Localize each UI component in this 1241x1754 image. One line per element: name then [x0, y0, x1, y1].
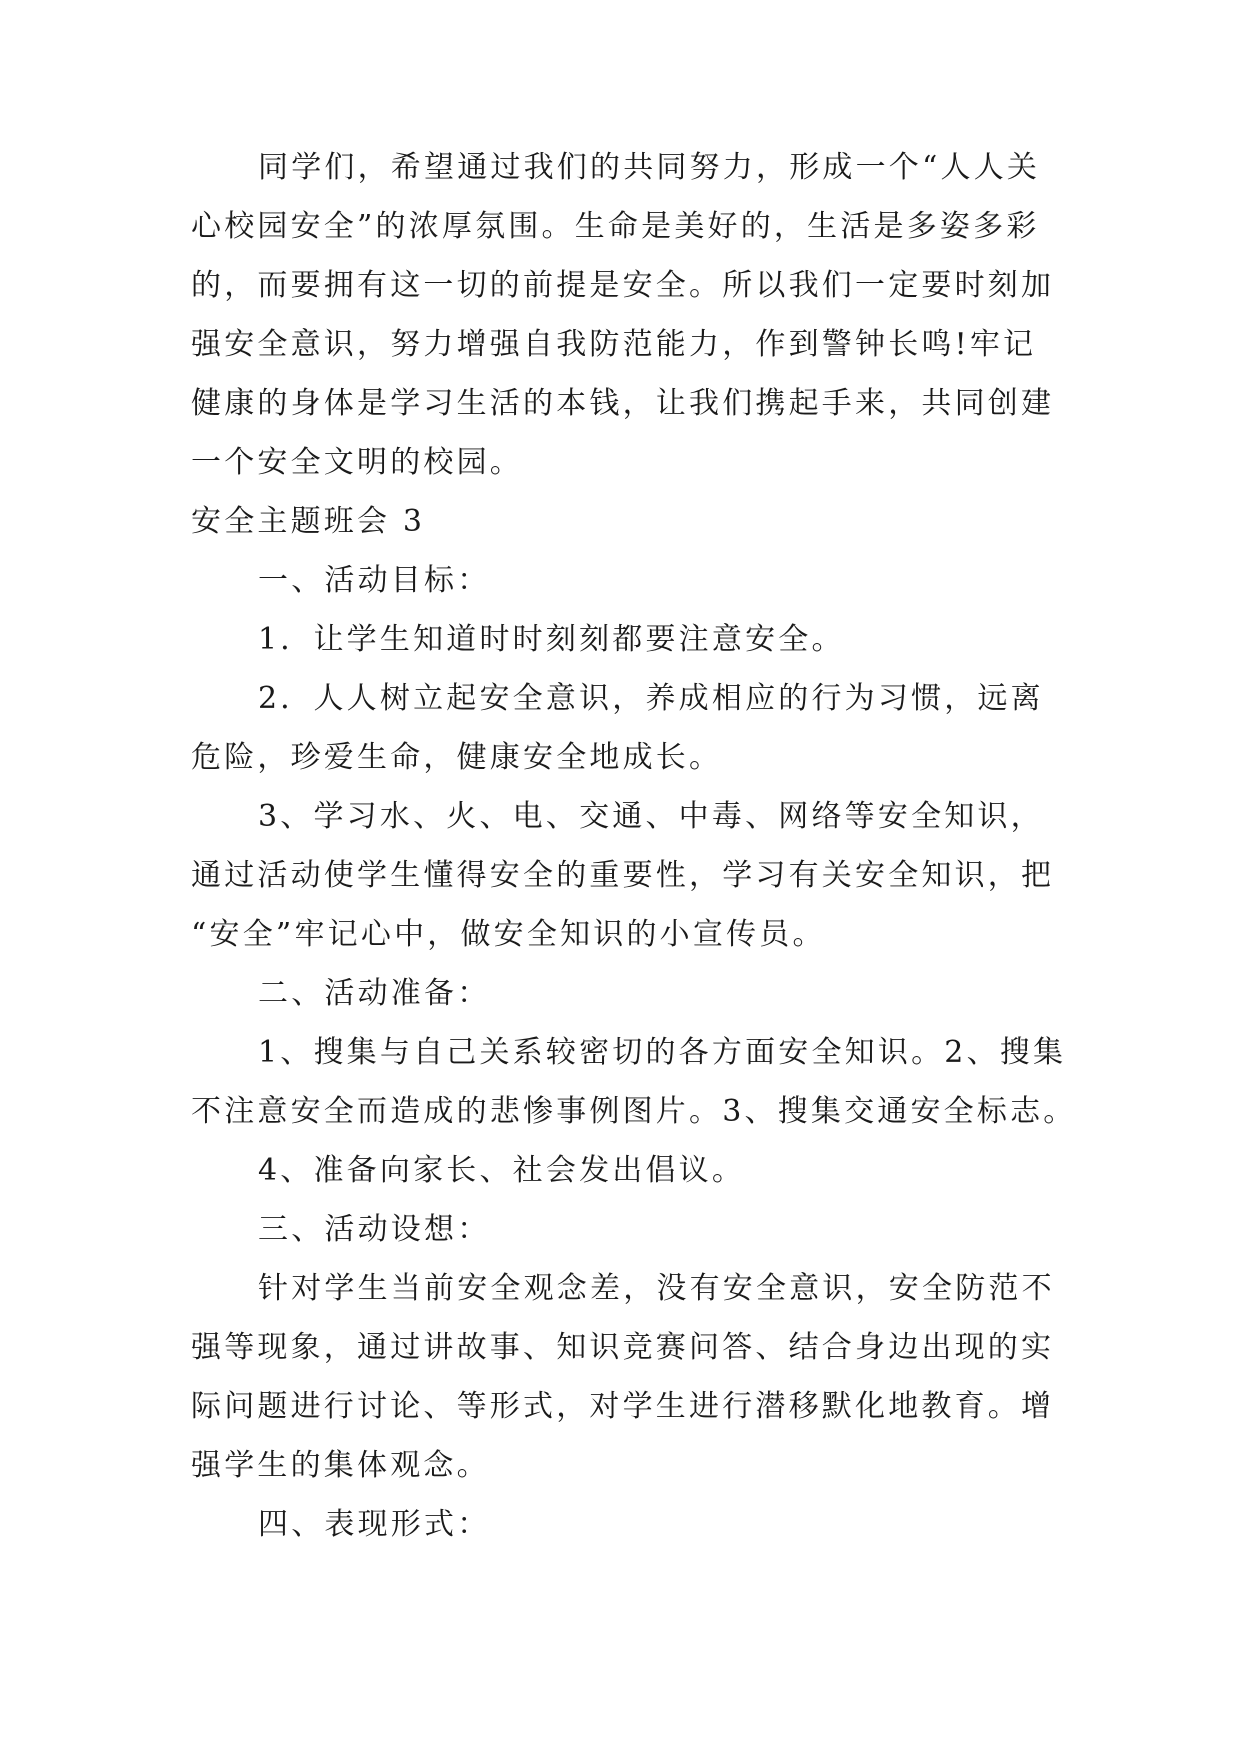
paragraph-line: 心校园安全”的浓厚氛围。生命是美好的，生活是多姿多彩: [191, 209, 1040, 244]
section-title: 安全主题班会 3: [191, 504, 426, 539]
paragraph-line: 的，而要拥有这一切的前提是安全。所以我们一定要时刻加: [191, 268, 1055, 303]
paragraph-line: “安全”牢记心中，做安全知识的小宣传员。: [191, 917, 826, 952]
paragraph-line: 健康的身体是学习生活的本钱，让我们携起手来，共同创建: [191, 386, 1055, 421]
paragraph-line: 强等现象，通过讲故事、知识竞赛问答、结合身边出现的实: [191, 1330, 1055, 1365]
list-item: 3、学习水、火、电、交通、中毒、网络等安全知识，: [258, 799, 1044, 834]
list-item: 4、准备向家长、社会发出倡议。: [258, 1153, 746, 1188]
section-heading: 三、活动设想：: [258, 1212, 491, 1247]
paragraph-line: 际问题进行讨论、等形式，对学生进行潜移默化地教育。增: [191, 1389, 1055, 1424]
paragraph-line: 危险，珍爱生命，健康安全地成长。: [191, 740, 723, 775]
paragraph-line: 强安全意识，努力增强自我防范能力，作到警钟长鸣!牢记: [191, 327, 1037, 362]
paragraph-line: 通过活动使学生懂得安全的重要性，学习有关安全知识，把: [191, 858, 1055, 893]
section-heading: 四、表现形式：: [258, 1507, 491, 1542]
paragraph-line: 不注意安全而造成的悲惨事例图片。3、搜集交通安全标志。: [191, 1094, 1077, 1129]
list-item: 2．人人树立起安全意识，养成相应的行为习惯，远离: [258, 681, 1044, 716]
paragraph-line: 一个安全文明的校园。: [191, 445, 523, 480]
section-heading: 一、活动目标：: [258, 563, 491, 598]
list-item: 1、搜集与自己关系较密切的各方面安全知识。2、搜集: [258, 1035, 1067, 1070]
paragraph-line: 针对学生当前安全观念差，没有安全意识，安全防范不: [258, 1271, 1055, 1306]
list-item: 1．让学生知道时时刻刻都要注意安全。: [258, 622, 845, 657]
paragraph-line: 同学们，希望通过我们的共同努力，形成一个“人人关: [258, 150, 1041, 185]
paragraph-line: 强学生的集体观念。: [191, 1448, 490, 1483]
section-heading: 二、活动准备：: [258, 976, 491, 1011]
